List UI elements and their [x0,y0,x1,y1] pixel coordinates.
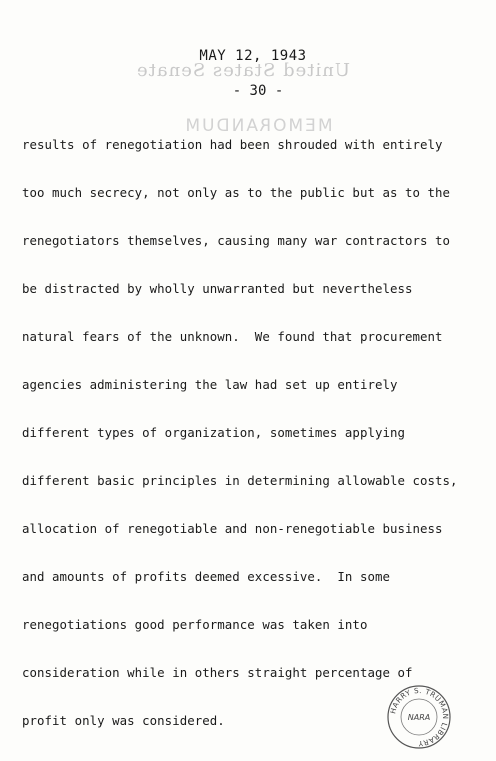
body-line: be distracted by wholly unwarranted but nevertheless [22,281,413,296]
document-date: MAY 12, 1943 [199,48,307,64]
page-number: - 30 - [232,83,284,99]
body-line: too much secrecy, not only as to the public but as to the [22,185,451,200]
library-stamp-icon [386,684,452,750]
body-line: results of renegotiation had been shrouded with entirely [22,137,443,152]
stamp-outer-text: HARRY S. TRUMAN LIBRARY [388,685,451,749]
body-line: agencies administering the law had set up entirely [22,377,398,392]
memorandum-bleedthrough: MEMORANDUM [183,116,333,136]
body-line: allocation of renegotiable and non-renegotiable business [22,521,443,536]
body-line: different types of organization, sometimes applying [22,425,405,440]
body-line: consideration while in others straight percentage of [22,665,413,680]
body-line: natural fears of the unknown. We found that procurement [22,329,443,344]
body-line: profit only was considered. [22,713,225,728]
body-line: renegotiators themselves, causing many war contractors to [22,233,451,248]
body-line: and amounts of profits deemed excessive. In some [22,569,390,584]
body-line: renegotiations good performance was taken into [22,617,368,632]
letterhead-bleedthrough: United States Senate [136,60,350,81]
body-line: different basic principles in determining allowable costs, [22,473,458,488]
stamp-center-text: NARA [407,713,431,722]
